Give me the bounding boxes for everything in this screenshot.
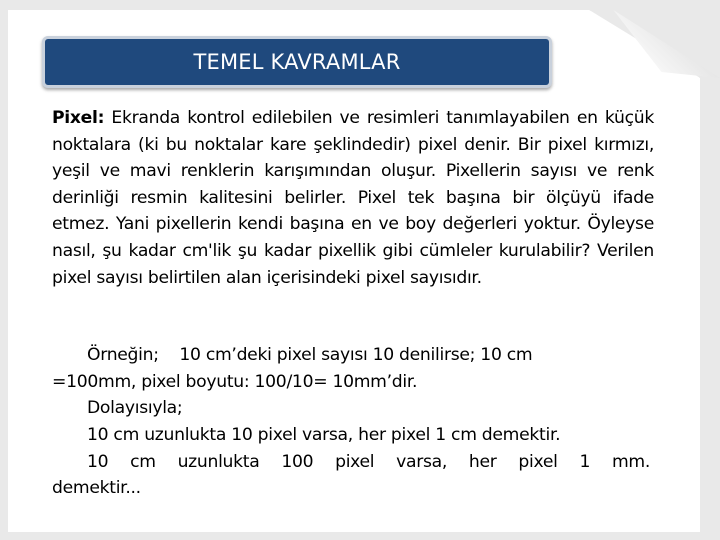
example-line-6: demektir... xyxy=(52,478,141,498)
example-line-5: 10 cm uzunlukta 100 pixel varsa, her pixel 1 mm. xyxy=(87,452,650,472)
title-banner xyxy=(42,36,552,88)
definition-body: Ekranda kontrol edilebilen ve resimleri tanımlayabilen en küçük noktalara (ki bu noktalar kare şeklindedir) pixel denir. Bir pixel kırmızı, yeşil ve mavi renklerin karışımından oluşur. Pixellerin sayısı ve renk derinliği resmin kalitesini belirler. Pixel tek başına bir ölçüyü ifade etmez. Yani pixellerin kendi başına en ve boy değerleri yoktur. Öyleyse nasıl, şu kadar cm'lik şu kadar pixellik gibi cümleler kurulabilir? Verilen pixel sayısı belirtilen alan içerisindeki pixel sayısıdır. xyxy=(52,108,654,288)
example-line-2: =100mm, pixel boyutu: 100/10= 10mm’dir. xyxy=(52,372,418,392)
page-title: TEMEL KAVRAMLAR xyxy=(193,50,401,74)
definition-term: Pixel: xyxy=(52,108,105,128)
example-line-1: Örneğin; 10 cm’deki pixel sayısı 10 denilirse; 10 cm xyxy=(87,345,533,365)
definition-paragraph xyxy=(52,105,654,291)
example-line-3: Dolayısıyla; xyxy=(87,398,183,418)
example-line-4: 10 cm uzunlukta 10 pixel varsa, her pixel 1 cm demektir. xyxy=(87,425,561,445)
